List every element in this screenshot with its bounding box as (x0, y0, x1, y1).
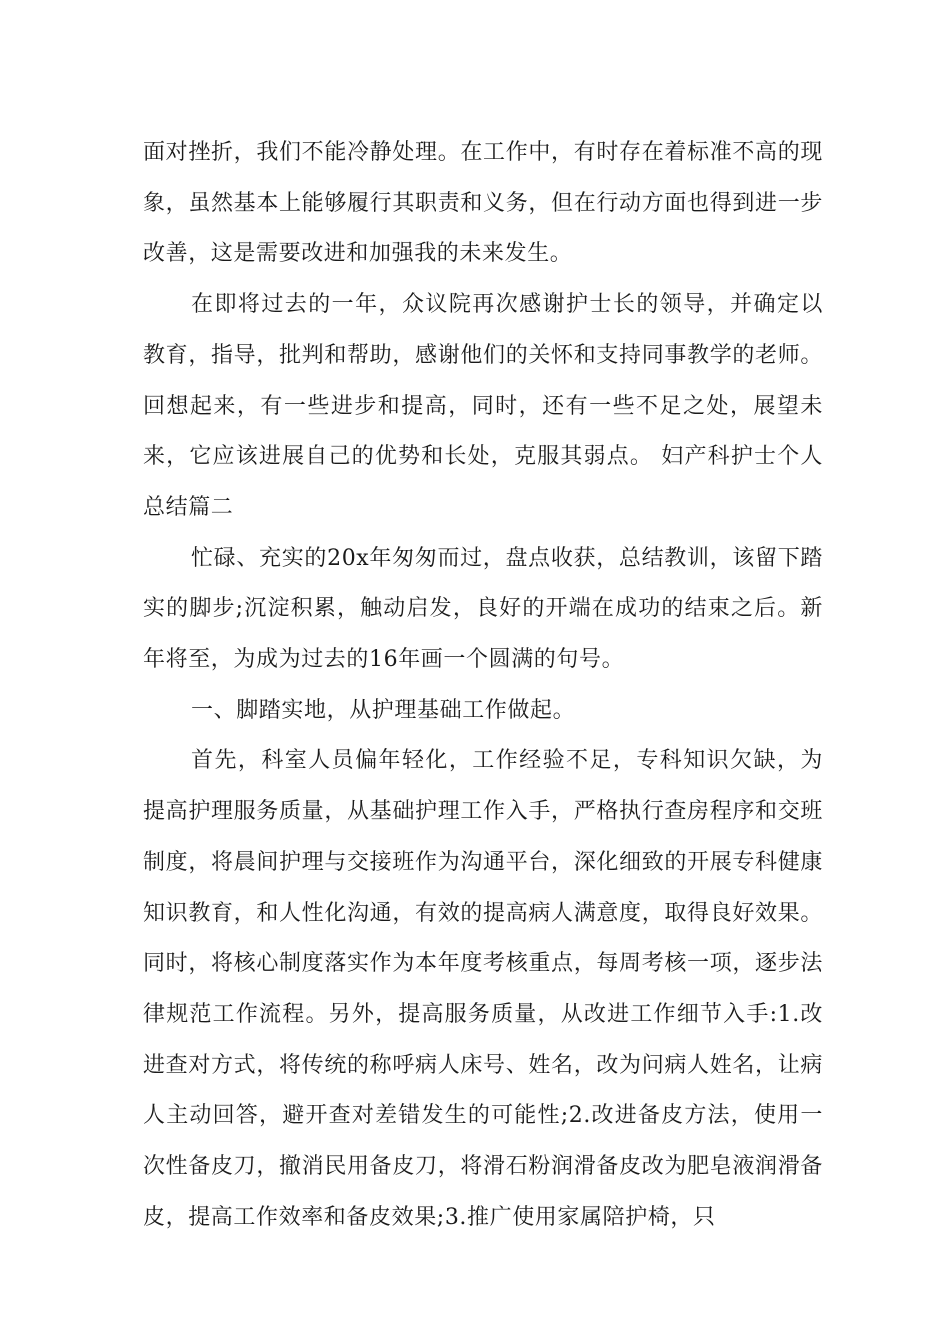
section-heading: 一、脚踏实地，从护理基础工作做起。 (191, 697, 576, 723)
paragraph-1: 面对挫折，我们不能冷静处理。在工作中，有时存在着标准不高的现象，虽然基本上能够履行其职责和义务，但在行动方面也得到进一步改善，这是需要改进和加强我的未来发生。 (143, 140, 823, 267)
paragraph-2: 在即将过去的一年，众议院再次感谢护士长的领导，并确定以教育，指导，批判和帮助，感谢他们的关怀和支持同事教学的老师。回想起来，有一些进步和提高，同时，还有一些不足之处，展望未来，它应该进展自己的优势和长处，克服其弱点。 妇产科护士个人总结篇二 (143, 292, 823, 520)
paragraph-3: 忙碌、充实的20x年匆匆而过，盘点收获，总结教训，该留下踏实的脚步;沉淀积累，触动启发，良好的开端在成功的结束之后。新年将至，为成为过去的16年画一个圆满的句号。 (143, 545, 823, 673)
document-body (143, 128, 823, 1243)
paragraph-4: 首先，科室人员偏年轻化，工作经验不足，专科知识欠缺，为提高护理服务质量，从基础护理工作入手，严格执行查房程序和交班制度，将晨间护理与交接班作为沟通平台，深化细致的开展专科健康知识教育，和人性化沟通，有效的提高病人满意度，取得良好效果。同时，将核心制度落实作为本年度考核重点，每周考核一项，逐步法律规范工作流程。另外，提高服务质量，从改进工作细节入手:1.改进查对方式，将传统的称呼病人床号、姓名，改为问病人姓名，让病人主动回答，避开查对差错发生的可能性;2.改进备皮方法，使用一次性备皮刀，撤消民用备皮刀，将滑石粉润滑备皮改为肥皂液润滑备皮，提高工作效率和备皮效果;3.推广使用家属陪护椅，只 (143, 748, 823, 1230)
